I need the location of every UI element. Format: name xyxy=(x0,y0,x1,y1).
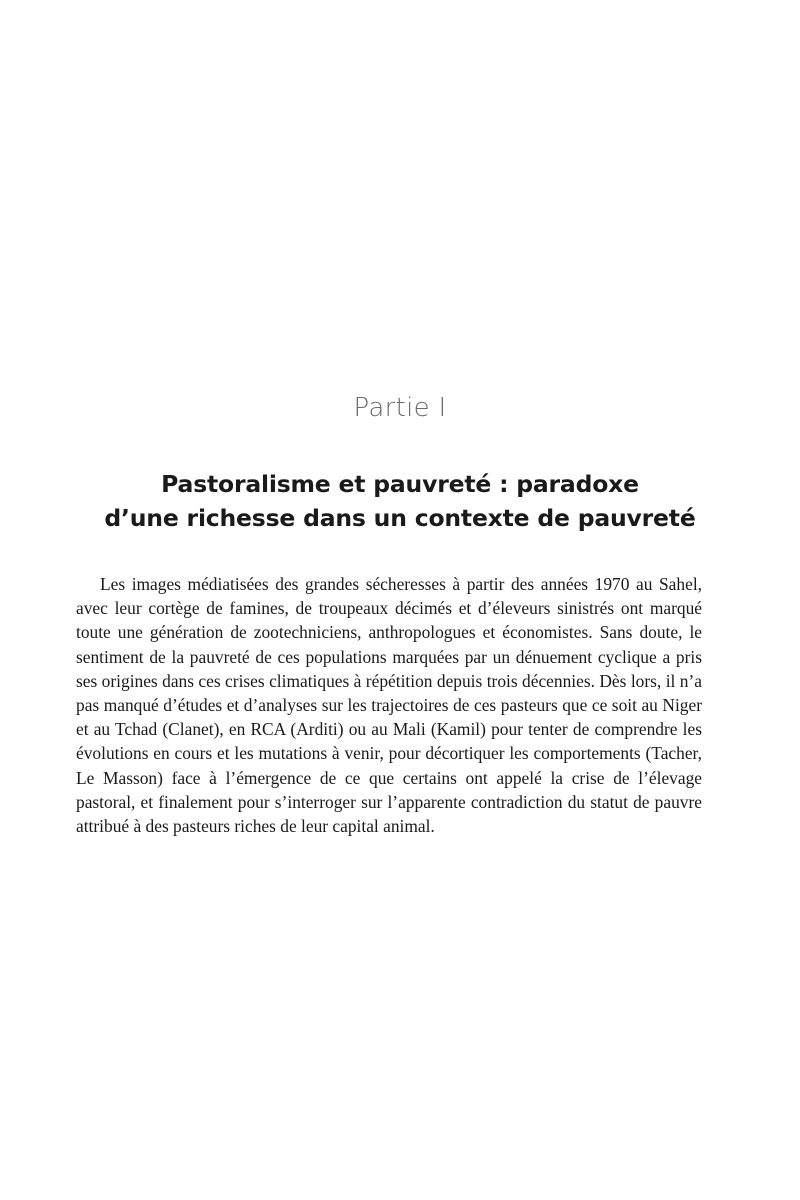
part-label: Partie I xyxy=(353,393,447,423)
part-title xyxy=(60,467,740,535)
part-title-line-2: d’une richesse dans un contexte de pauvreté xyxy=(104,504,696,532)
part-title-line-1: Pastoralisme et pauvreté : paradoxe xyxy=(161,470,639,498)
intro-paragraph: Les images médiatisées des grandes sécheresses à partir des années 1970 au Sahel, avec leur cortège de famines, de troupeaux décimés et d’éleveurs sinistrés ont marqué toute une génération de zootechniciens, anthropologues et économistes. Sans doute, le sentiment de la pauvreté de ces populations marquées par un dénuement cyclique a pris ses origines dans ces crises climatiques à répétition depuis trois décennies. Dès lors, il n’a pas manqué d’études et d’analyses sur les trajectoires de ces pasteurs que ce soit au Niger et au Tchad (Clanet), en RCA (Arditi) ou au Mali (Kamil) pour tenter de comprendre les évolutions en cours et les mutations à venir, pour décortiquer les comportements (Tacher, Le Masson) face à l’émergence de ce que certains ont appelé la crise de l’élevage pastoral, et finalement pour s’interroger sur l’apparente contradiction du statut de pauvre attribué à des pasteurs riches de leur capital animal. xyxy=(76,574,702,837)
